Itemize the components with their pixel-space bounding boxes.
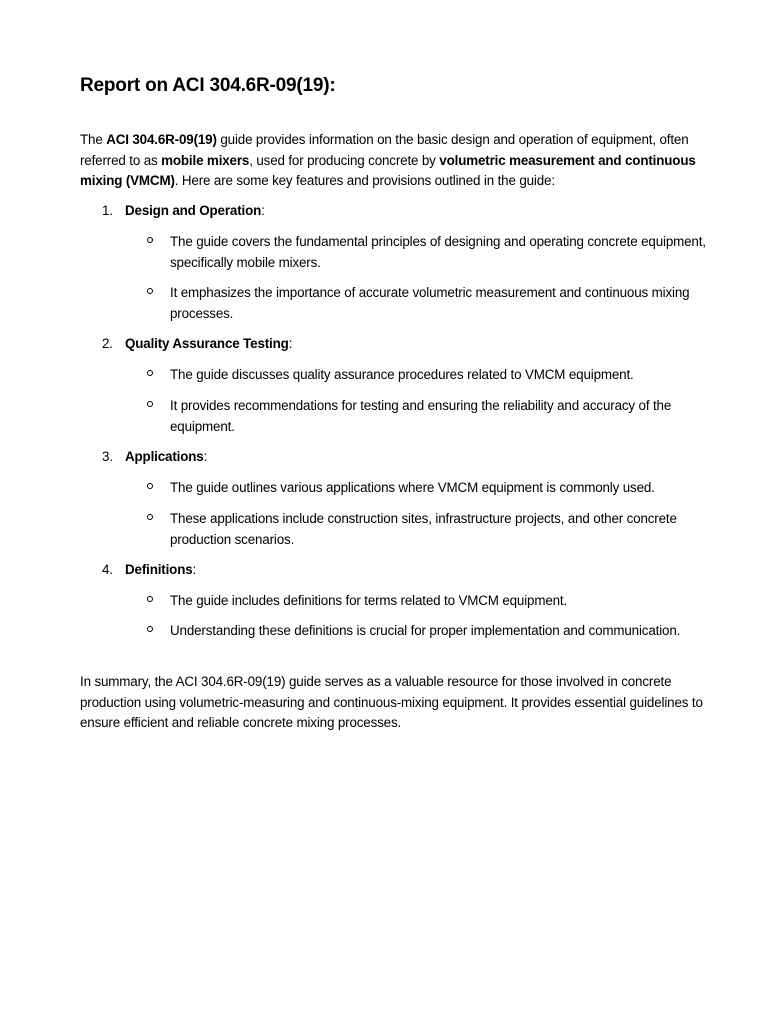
intro-text-4: . Here are some key features and provisions outlined in the guide: [174,173,555,188]
intro-bold-guide-name: ACI 304.6R-09(19) [106,132,217,147]
circle-bullet-icon [147,237,153,243]
bullet-text: It provides recommendations for testing and ensuring the reliability and accuracy of the equipment. [170,398,672,434]
circle-bullet-icon [147,370,153,376]
section-title-text: Definitions [125,562,193,577]
section-title [125,334,292,355]
section-heading [80,560,720,581]
report-title: Report on ACI 304.6R-09(19): [80,75,336,96]
section-heading [80,447,720,468]
section-title [125,201,265,222]
section-title-text: Quality Assurance Testing [125,336,289,351]
section-title-colon: : [192,562,197,577]
circle-bullet-icon [147,401,153,407]
section-title-colon: : [203,449,208,464]
section-quality-assurance-testing [80,334,720,355]
bullet-text: The guide covers the fundamental principles of designing and operating concrete equipment, specifically mobile mixers. [170,234,706,270]
circle-bullet-icon [147,596,153,602]
intro-text-3: , used for producing concrete by [249,152,440,168]
bullet-text: Understanding these definitions is crucial for proper implementation and communication. [170,623,681,638]
intro-bold-mobile-mixers: mobile mixers [161,152,250,168]
bullet-text: These applications include construction sites, infrastructure projects, and other concrete production scenarios. [170,511,677,547]
summary-paragraph: In summary, the ACI 304.6R-09(19) guide serves as a valuable resource for those involved in concrete production using volumetric-measuring and continuous-mixing equipment. It provides essential guidelines to ensure efficient and reliable concrete mixing processes. [80,674,703,730]
section-design-and-operation [80,201,720,222]
bullet-text: The guide includes definitions for terms related to VMCM equipment. [170,593,568,608]
bullet-text: The guide discusses quality assurance procedures related to VMCM equipment. [170,367,634,382]
bullet-text: It emphasizes the importance of accurate volumetric measurement and continuous mixing processes. [170,285,690,321]
section-title-colon: : [261,203,265,218]
section-title-text: Design and Operation [125,203,262,218]
section-heading [80,201,720,222]
section-number: 4. [102,562,113,577]
section-number: 1. [102,203,113,218]
section-title-text: Applications [125,449,204,464]
circle-bullet-icon [147,514,153,520]
section-applications [80,447,720,468]
bullet-text: The guide outlines various applications where VMCM equipment is commonly used. [170,480,655,495]
intro-text-1: The [80,132,107,147]
circle-bullet-icon [147,483,153,489]
section-heading [80,334,720,355]
intro-paragraph [80,130,710,192]
circle-bullet-icon [147,626,153,632]
circle-bullet-icon [147,288,153,294]
section-title [125,560,196,581]
section-number: 2. [102,336,113,351]
section-title [125,447,207,468]
intro-text-2: guide provides information on the basic design and operation of equipment, often referred to as [80,132,689,168]
section-definitions [80,560,720,581]
section-number: 3. [102,449,113,464]
section-title-colon: : [288,336,293,351]
intro-bold-vmcm: volumetric measurement and continuous mixing (VMCM) [80,152,696,188]
